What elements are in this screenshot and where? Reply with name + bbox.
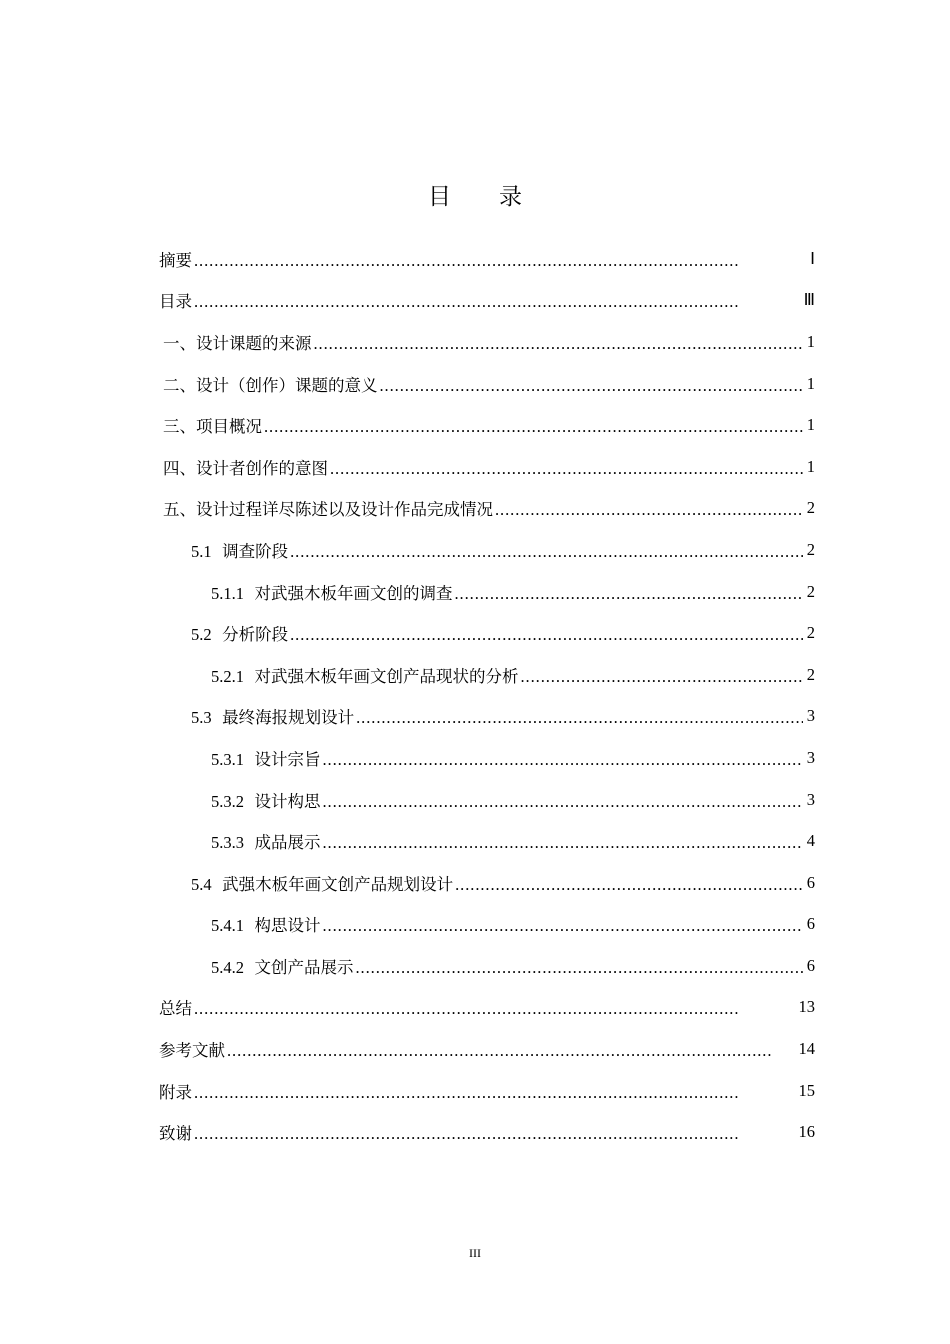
toc-leader-dots	[323, 833, 803, 853]
toc-entry-number: 5.3.3	[211, 833, 244, 853]
toc-entry[interactable]	[159, 612, 815, 654]
toc-entry[interactable]	[159, 945, 815, 987]
toc-entry-label	[191, 704, 354, 728]
toc-entry-title: 五、设计过程详尽陈述以及设计作品完成情况	[163, 500, 493, 520]
toc-entry-number: 5.4.1	[211, 916, 244, 936]
toc-entry-label	[163, 372, 378, 396]
toc-entry-label	[163, 496, 493, 520]
toc-entry-number: 5.3.2	[211, 791, 244, 811]
toc-entry-label	[163, 455, 328, 479]
toc-entry-number: 5.4	[191, 874, 212, 894]
toc-entry-number: 5.1	[191, 541, 212, 561]
toc-entry-title: 武强木板年画文创产品规划设计	[222, 874, 454, 894]
toc-entry-title: 对武强木板年画文创的调查	[254, 583, 453, 603]
toc-entry[interactable]	[159, 987, 815, 1029]
toc-entry-title: 分析阶段	[222, 625, 289, 645]
toc-entry[interactable]	[159, 696, 815, 738]
toc-entry[interactable]	[159, 820, 815, 862]
toc-entry-label	[159, 1079, 192, 1103]
toc-entry-page: 6	[806, 955, 815, 975]
toc-entry-label	[211, 663, 519, 687]
toc-entry-title: 摘要	[159, 250, 192, 270]
toc-entry-label	[211, 829, 321, 853]
toc-entry-label	[191, 871, 453, 895]
toc-leader-dots	[194, 251, 806, 271]
toc-entry[interactable]	[159, 654, 815, 696]
toc-entry[interactable]	[159, 363, 815, 405]
toc-entry-page: 3	[806, 789, 815, 809]
toc-entry-title: 参考文献	[159, 1041, 225, 1061]
title-char-2: 录	[499, 184, 522, 210]
toc-entry-page: 15	[798, 1080, 815, 1100]
toc-entry-number: 5.4.2	[211, 957, 244, 977]
toc-entry-label	[163, 330, 312, 354]
toc-entry-title: 总结	[159, 999, 192, 1019]
toc-entry[interactable]	[159, 737, 815, 779]
toc-entry[interactable]	[159, 1028, 815, 1070]
toc-entry-label	[211, 746, 321, 770]
toc-entry-number: 5.2.1	[211, 666, 244, 686]
toc-entry-title: 设计宗旨	[254, 749, 321, 769]
toc-entry[interactable]	[159, 446, 815, 488]
toc-entry-label	[163, 413, 262, 437]
toc-entry-number: 5.2	[191, 625, 212, 645]
toc-leader-dots	[323, 750, 803, 770]
toc-leader-dots	[290, 542, 803, 562]
toc-entry-title: 目录	[159, 292, 192, 312]
toc-entry-page: 2	[806, 623, 815, 643]
toc-leader-dots	[290, 625, 803, 645]
page-footer-number: III	[469, 1246, 481, 1260]
toc-entry-page: 6	[806, 914, 815, 934]
toc-entry-page: 14	[798, 1039, 815, 1059]
toc-entry-number: 5.3.1	[211, 749, 244, 769]
toc-entry-page: 4	[806, 831, 815, 851]
toc-entry-title: 调查阶段	[222, 541, 289, 561]
toc-entry-label	[191, 538, 288, 562]
toc-entry-title: 设计构思	[254, 791, 321, 811]
toc-entry-title: 对武强木板年画文创产品现状的分析	[254, 666, 519, 686]
toc-entry-page: 6	[806, 872, 815, 892]
toc-leader-dots	[356, 958, 803, 978]
toc-entry-title: 最终海报规划设计	[222, 708, 355, 728]
toc-entry-page: 2	[806, 539, 815, 559]
toc-entry[interactable]	[159, 404, 815, 446]
toc-leader-dots	[264, 417, 803, 437]
toc-entry[interactable]	[159, 238, 815, 280]
toc-entry[interactable]	[159, 529, 815, 571]
toc-leader-dots	[521, 667, 803, 687]
toc-entry[interactable]	[159, 862, 815, 904]
toc-leader-dots	[194, 292, 800, 312]
toc-entry-page: 3	[806, 706, 815, 726]
toc-entry-label	[211, 912, 321, 936]
toc-leader-dots	[227, 1041, 795, 1061]
toc-entry-label	[159, 1120, 192, 1144]
toc-entry-page: 2	[806, 664, 815, 684]
toc-entry-title: 文创产品展示	[254, 957, 354, 977]
page-title	[0, 178, 950, 211]
toc-entry-page: 3	[806, 747, 815, 767]
toc-leader-dots	[323, 916, 803, 936]
toc-entry-number: 5.1.1	[211, 583, 244, 603]
title-char-1: 目	[428, 184, 451, 210]
table-of-contents	[159, 238, 815, 1153]
toc-leader-dots	[194, 999, 795, 1019]
toc-leader-dots	[194, 1083, 795, 1103]
toc-entry-title: 致谢	[159, 1124, 192, 1144]
toc-leader-dots	[194, 1124, 795, 1144]
toc-leader-dots	[455, 584, 803, 604]
toc-entry-page: 13	[798, 997, 815, 1017]
toc-entry[interactable]	[159, 321, 815, 363]
toc-entry[interactable]	[159, 904, 815, 946]
toc-entry-page: 16	[798, 1122, 815, 1142]
toc-entry-title: 附录	[159, 1082, 192, 1102]
toc-entry-title: 构思设计	[254, 916, 321, 936]
toc-leader-dots	[330, 459, 803, 479]
toc-entry-title: 二、设计（创作）课题的意义	[163, 375, 378, 395]
toc-entry-label	[211, 954, 354, 978]
toc-entry-label	[191, 621, 288, 645]
toc-entry-page: 2	[806, 581, 815, 601]
toc-entry-page: Ⅰ	[810, 248, 815, 268]
toc-entry-page: Ⅲ	[803, 290, 815, 310]
toc-entry-page: 1	[806, 331, 815, 351]
toc-leader-dots	[380, 376, 803, 396]
toc-entry-title: 一、设计课题的来源	[163, 333, 312, 353]
toc-entry-page: 1	[806, 415, 815, 435]
toc-entry-page: 1	[806, 373, 815, 393]
toc-entry[interactable]	[159, 488, 815, 530]
toc-leader-dots	[495, 500, 803, 520]
toc-entry-label	[159, 1037, 225, 1061]
toc-entry-label	[211, 788, 321, 812]
toc-entry[interactable]	[159, 779, 815, 821]
toc-leader-dots	[314, 334, 803, 354]
toc-entry-label	[159, 995, 192, 1019]
toc-leader-dots	[455, 875, 803, 895]
toc-entry[interactable]	[159, 1111, 815, 1153]
toc-entry-label	[159, 288, 192, 312]
toc-entry[interactable]	[159, 571, 815, 613]
toc-entry[interactable]	[159, 280, 815, 322]
toc-leader-dots	[323, 792, 803, 812]
toc-entry[interactable]	[159, 1070, 815, 1112]
toc-entry-number: 5.3	[191, 708, 212, 728]
toc-entry-title: 三、项目概况	[163, 417, 262, 437]
toc-entry-page: 1	[806, 456, 815, 476]
toc-entry-page: 2	[806, 498, 815, 518]
toc-entry-label	[159, 247, 192, 271]
toc-entry-title: 成品展示	[254, 833, 321, 853]
toc-leader-dots	[356, 708, 803, 728]
toc-entry-title: 四、设计者创作的意图	[163, 458, 328, 478]
toc-entry-label	[211, 580, 453, 604]
